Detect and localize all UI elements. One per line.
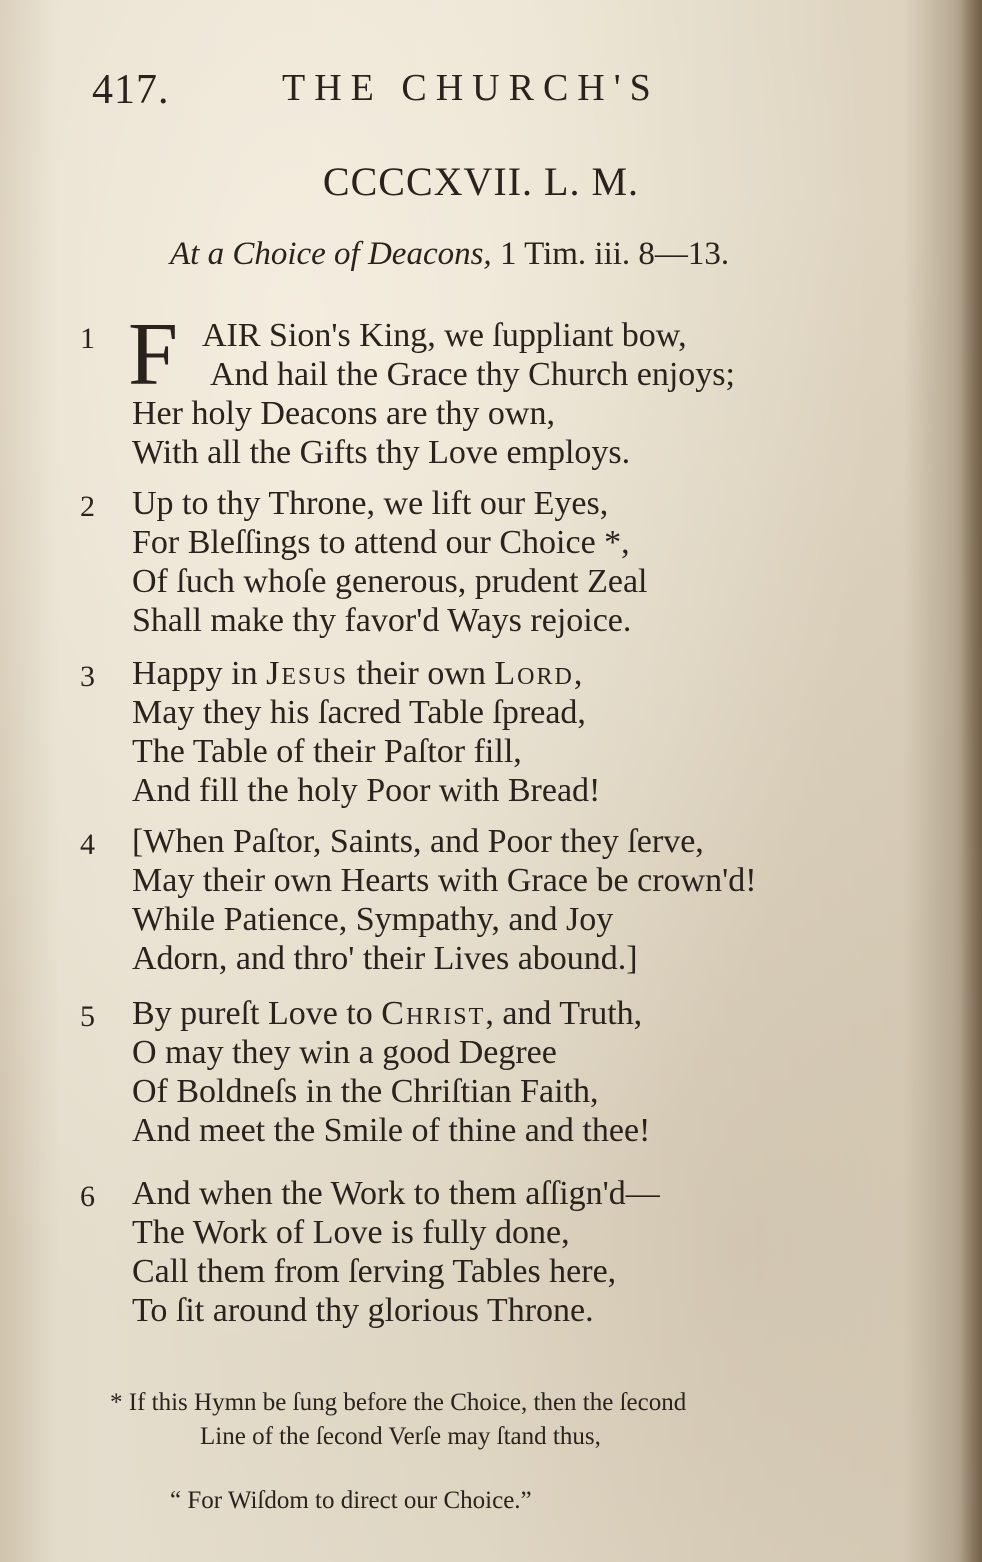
page-number: 417.: [92, 67, 170, 113]
stanza-1: [80, 305, 900, 482]
footnote-line-2: Line of the ſecond Verſe may ſtand thus,: [200, 1423, 601, 1450]
verse-line: Of ſuch whoſe generous, prudent Zeal: [132, 563, 648, 600]
verse-line: By pureſt Love to Christ, and Truth,: [132, 995, 643, 1032]
verse-line: The Work of Love is fully done,: [132, 1214, 570, 1251]
stanza-number: 5: [80, 1000, 95, 1033]
small-caps-name: Lord: [494, 655, 574, 692]
small-caps-name: Christ: [381, 995, 486, 1032]
footnote-quote: “ For Wiſdom to direct our Choice.”: [170, 1487, 532, 1514]
page-edge-shadow: [960, 0, 982, 1562]
verse-line: For Bleſſings to attend our Choice *,: [132, 524, 630, 561]
stanza-number: 4: [80, 828, 95, 861]
footnote-line-1: * If this Hymn be ſung before the Choice, then the ſecond: [110, 1389, 687, 1416]
verse-line: Of Boldneſs in the Chriſtian Faith,: [132, 1073, 599, 1110]
hymn-number: [0, 158, 982, 205]
stanza-number: 2: [80, 490, 95, 523]
verse-line: Shall make thy favor'd Ways rejoice.: [132, 602, 632, 639]
stanza-2: [80, 484, 900, 650]
running-title: THE CHURCH'S: [282, 67, 660, 109]
stanza-3: [80, 654, 900, 820]
verse-line: While Patience, Sympathy, and Joy: [132, 901, 614, 938]
verse-line: O may they win a good Degree: [132, 1034, 557, 1071]
verse-line: [When Paſtor, Saints, and Poor they ſerve,: [132, 823, 704, 860]
verse-line: Her holy Deacons are thy own,: [132, 395, 555, 432]
occasion-title: At a Choice of Deacons,: [170, 236, 492, 272]
verse-line: And when the Work to them aſſign'd—: [132, 1175, 660, 1212]
verse-line: Call them from ſerving Tables here,: [132, 1253, 617, 1290]
verse-line: And meet the Smile of thine and thee!: [132, 1112, 651, 1149]
stanza-4: [80, 822, 900, 988]
stanza-number: 3: [80, 660, 95, 693]
verse-line: AIR Sion's King, we ſuppliant bow,: [202, 317, 687, 354]
verse-line: With all the Gifts thy Love employs.: [132, 434, 631, 471]
hymn-occasion: [170, 236, 860, 273]
hymn-number-text: CCCCXVII. L. M.: [322, 159, 640, 204]
stanza-6: [80, 1174, 900, 1340]
verse-line: May they his ſacred Table ſpread,: [132, 694, 586, 731]
verse-line: Up to thy Throne, we lift our Eyes,: [132, 485, 609, 522]
running-header: [92, 62, 732, 112]
verse-line: And hail the Grace thy Church enjoys;: [210, 356, 735, 393]
verse-line: And fill the holy Poor with Bread!: [132, 772, 601, 809]
verse-line: The Table of their Paſtor fill,: [132, 733, 522, 770]
verse-line: Happy in Jesus their own Lord,: [132, 655, 583, 692]
stanza-number: 1: [80, 322, 95, 355]
stanza-number: 6: [80, 1180, 95, 1213]
verse-line: To ſit around thy glorious Throne.: [132, 1292, 594, 1329]
verse-line: May their own Hearts with Grace be crown'd!: [132, 862, 757, 899]
scripture-reference: 1 Tim. iii. 8—13.: [491, 236, 730, 272]
small-caps-name: Jesus: [266, 655, 349, 692]
stanza-5: [80, 994, 900, 1160]
drop-cap: F: [128, 305, 179, 404]
verse-line: Adorn, and thro' their Lives abound.]: [132, 940, 638, 977]
